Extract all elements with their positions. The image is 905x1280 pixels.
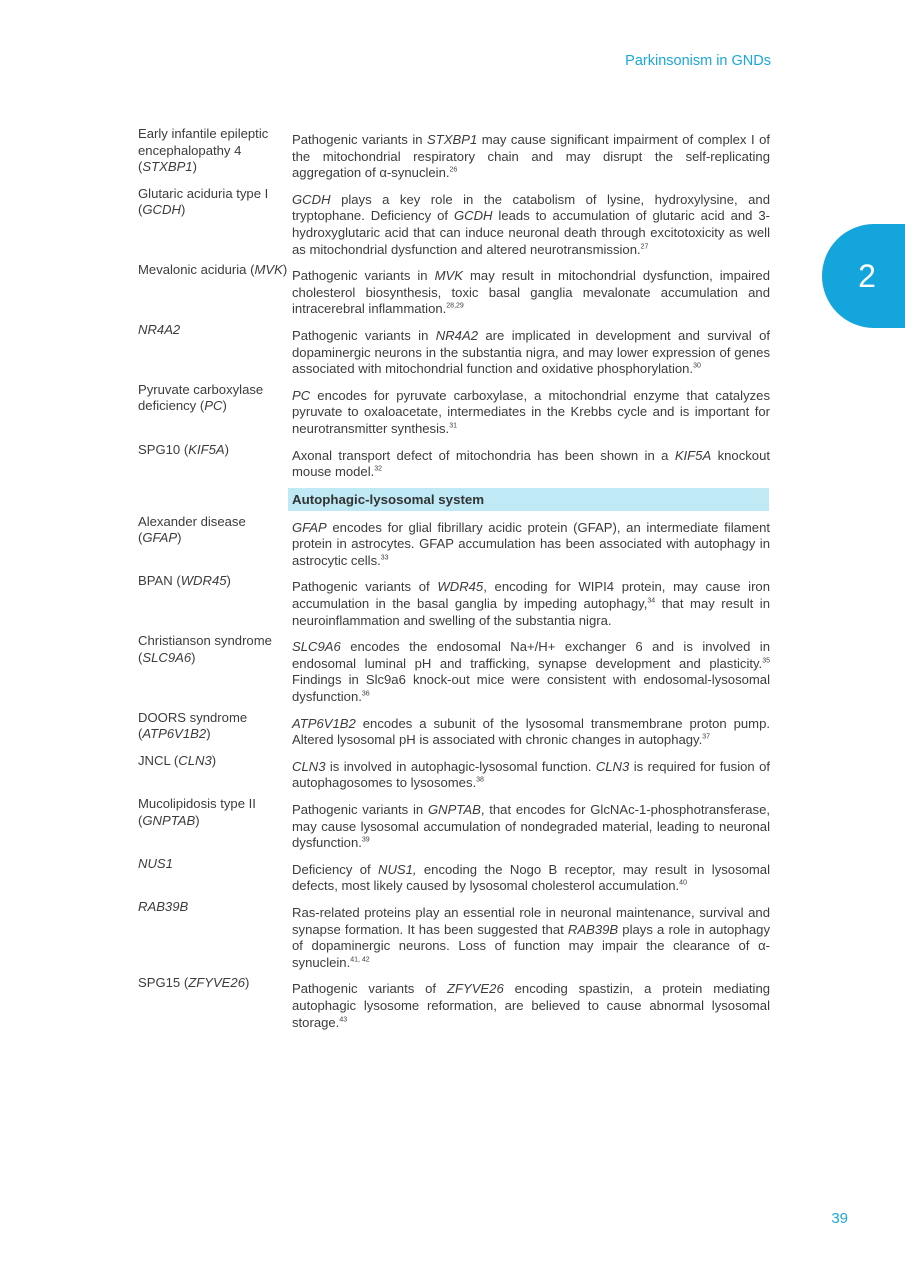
disorder-label: SPG10 ( <box>138 441 189 457</box>
disorder-name <box>138 975 288 1031</box>
mechanism-text <box>292 796 770 852</box>
gene-symbol: MVK <box>254 262 283 278</box>
disorder-label: Early infantile epileptic encephalopathy 4 ( <box>138 126 269 175</box>
mechanism-text <box>292 633 770 705</box>
page-number: 39 <box>831 1210 848 1227</box>
text-segment: leads to accumulation of glutaric acid and 3-hydroxyglutaric acid that can induce neuronal death through excitotoxicity as well as mitochondrial dysfunction and altered neurotransmission. <box>292 208 770 257</box>
gene-symbol: SLC9A6 <box>292 639 341 655</box>
gene-symbol: RAB39B <box>567 921 619 937</box>
table-row <box>138 382 771 438</box>
disorder-label-suffix: ) <box>195 812 200 828</box>
mechanism-text <box>292 899 770 971</box>
mechanism-text <box>292 856 770 895</box>
mechanism-text <box>292 975 770 1031</box>
disorder-label-suffix: ) <box>177 530 182 546</box>
disorder-label-suffix: ) <box>211 752 217 768</box>
mechanism-text <box>292 382 770 438</box>
gene-symbol: GCDH <box>292 191 331 207</box>
text-segment: encodes a subunit of the lysosomal transmembrane proton pump. Altered lysosomal pH is associated with chronic changes in autophagy. <box>292 715 770 748</box>
disorder-label-suffix: ) <box>282 262 288 278</box>
text-segment: Pathogenic variants in <box>292 327 436 343</box>
disorder-label-suffix: ) <box>192 159 197 175</box>
disorder-name <box>138 633 288 705</box>
text-segment: that may result in neuroinflammation and swelling of the substantia nigra. <box>292 596 770 628</box>
text-segment: Pathogenic variants of <box>292 981 447 997</box>
disorder-label: SPG15 ( <box>138 975 189 991</box>
gene-symbol: SLC9A6 <box>142 649 192 665</box>
text-segment: Deficiency of <box>292 861 378 877</box>
gene-symbol: GNPTAB <box>142 812 196 828</box>
reference-citation: 26 <box>449 166 458 174</box>
text-segment: is required for fusion of autophagosomes to lysosomes. <box>292 758 771 791</box>
gene-symbol: GFAP <box>292 519 327 535</box>
reference-citation: 41, 42 <box>350 956 370 964</box>
disorder-name <box>138 186 288 258</box>
text-segment: , encoding for WIPI4 protein, may cause iron accumulation in the basal ganglia by impeding autophagy, <box>292 579 770 612</box>
section-heading: Autophagic-lysosomal system <box>288 488 769 511</box>
disorder-label: DOORS syndrome ( <box>138 709 248 742</box>
gene-symbol: NR4A2 <box>435 327 478 343</box>
text-segment: knockout mouse model. <box>292 447 771 480</box>
reference-citation: 35 <box>762 657 770 665</box>
reference-citation: 40 <box>679 880 687 888</box>
disorder-name <box>138 514 288 570</box>
text-segment: may result in mitochondrial dysfunction, impaired cholesterol biosynthesis, toxic basal ganglia mevalonate accumulation and intracerebral inflammation. <box>292 268 770 317</box>
reference-citation: 36 <box>361 690 370 698</box>
disorder-name <box>138 856 288 895</box>
text-segment: is involved in autophagic-lysosomal function. <box>325 758 596 774</box>
mechanism-text <box>292 126 770 182</box>
text-segment: encodes for pyruvate carboxylase, a mitochondrial enzyme that catalyzes pyruvate to oxaloacetate, intermediates in the Krebbs cycle and is important for neurotransmitter synthesis. <box>292 387 770 436</box>
disorder-label-suffix: ) <box>224 441 229 457</box>
mechanism-text <box>292 710 770 749</box>
disorder-label: BPAN ( <box>138 573 181 589</box>
text-segment: Findings in Slc9a6 knock-out mice were consistent with endosomal-lysosomal dysfunction. <box>292 672 770 705</box>
disorder-name <box>138 710 288 749</box>
running-title: Parkinsonism in GNDs <box>625 53 771 69</box>
gene-symbol: GCDH <box>142 202 181 218</box>
gene-symbol: NR4A2 <box>138 321 181 337</box>
disorder-label: Christianson syndrome ( <box>138 633 272 665</box>
disorder-label-suffix: ) <box>191 649 196 665</box>
table-row <box>138 899 771 971</box>
gene-symbol: GCDH <box>453 208 493 224</box>
table-row <box>138 710 771 749</box>
disorder-name <box>138 126 288 182</box>
disorder-name <box>138 442 288 481</box>
gene-symbol: GNPTAB <box>427 802 481 817</box>
text-segment: may cause significant impairment of complex I of the mitochondrial respiratory chain and may disrupt the self-replicating aggregation of α-synuclein. <box>292 132 770 181</box>
disorder-label-suffix: ) <box>180 202 186 218</box>
disorder-name <box>138 796 288 852</box>
reference-citation: 32 <box>374 465 383 473</box>
mechanism-text <box>292 573 770 629</box>
gene-symbol: PC <box>292 387 311 403</box>
mechanism-text <box>292 753 770 792</box>
disorder-label: Alexander disease ( <box>138 513 246 546</box>
chapter-tab <box>822 224 905 328</box>
disorder-label-suffix: ) <box>244 975 250 991</box>
disorder-label: Mevalonic aciduria ( <box>138 262 255 278</box>
text-segment: Pathogenic variants in <box>292 802 428 817</box>
text-segment: plays a role in autophagy of dopaminergic neurons. Loss of function may impair the clearance of α-synuclein. <box>292 921 770 970</box>
table-row <box>138 514 771 570</box>
disorder-name <box>138 262 288 318</box>
text-segment: plays a key role in the catabolism of lysine, hydroxylysine, and tryptophane. Deficiency of <box>292 191 770 224</box>
text-segment: Pathogenic variants in <box>292 132 428 147</box>
table-row <box>138 322 771 378</box>
table-row <box>138 186 771 258</box>
text-segment: Ras-related proteins play an essential role in neuronal maintenance, survival and synapse formation. It has been suggested that <box>292 904 770 937</box>
chapter-number: 2 <box>858 258 876 294</box>
mechanism-text <box>292 186 770 258</box>
gene-symbol: ZFYVE26 <box>188 975 245 991</box>
gene-symbol: RAB39B <box>138 898 189 914</box>
table-row <box>138 262 771 318</box>
gene-symbol: CLN3 <box>178 752 212 768</box>
mitochondrial-rows <box>138 126 771 481</box>
disorder-label-suffix: ) <box>222 398 227 414</box>
disorder-label: Mucolipidosis type II ( <box>138 796 256 828</box>
disorder-label-suffix: ) <box>206 726 211 742</box>
table-row <box>138 633 771 705</box>
gene-symbol: WDR45 <box>180 573 227 589</box>
disorder-name <box>138 899 288 971</box>
section-row <box>138 488 771 511</box>
reference-citation: 33 <box>380 554 389 562</box>
gene-symbol: ATP6V1B2 <box>292 715 356 731</box>
gene-symbol: NUS1, <box>377 861 417 877</box>
gene-symbol: PC <box>204 398 223 414</box>
text-segment: encodes the endosomal Na+/H+ exchanger 6 and is involved in endosomal luminal pH and trafficking, synapse development and plasticity. <box>292 639 770 671</box>
text-segment: , that encodes for GlcNAc-1-phosphotransferase, may cause lysosomal accumulation of nondegraded material, leading to neuronal dysfunction. <box>292 802 770 851</box>
text-segment: encoding the Nogo B receptor, may result in lysosomal defects, most likely caused by lysosomal cholesterol accumulation. <box>292 861 770 894</box>
gene-symbol: NUS1 <box>138 855 173 871</box>
gene-symbol: KIF5A <box>188 441 225 457</box>
text-segment: Pathogenic variants of <box>292 579 438 595</box>
reference-citation: 37 <box>702 733 711 741</box>
disorder-label-suffix: ) <box>226 573 231 589</box>
gene-symbol: STXBP1 <box>427 132 478 147</box>
text-segment: Pathogenic variants in <box>292 268 435 284</box>
gene-symbol: ZFYVE26 <box>446 981 504 997</box>
gene-symbol: GFAP <box>142 530 178 546</box>
table-row <box>138 975 771 1031</box>
lysosomal-rows <box>138 514 771 1031</box>
gene-symbol: MVK <box>434 268 463 284</box>
disorder-name <box>138 322 288 378</box>
gene-symbol: STXBP1 <box>142 159 193 175</box>
table-row <box>138 796 771 852</box>
mechanism-text <box>292 442 770 481</box>
text-segment: are implicated in development and survival of dopaminergic neurons in the substantia nigra, and may lower expression of genes associated with mitochondrial function and oxidative phosphorylation. <box>292 327 770 377</box>
disorder-table <box>138 126 771 1035</box>
disorder-name <box>138 573 288 629</box>
text-segment: Axonal transport defect of mitochondria has been shown in a <box>292 447 675 463</box>
disorder-name <box>138 382 288 438</box>
gene-symbol: CLN3 <box>595 758 630 774</box>
disorder-label: Pyruvate carboxylase deficiency ( <box>138 381 264 414</box>
mechanism-text <box>292 322 770 378</box>
table-row <box>138 856 771 895</box>
reference-citation: 28,29 <box>446 302 464 310</box>
table-row <box>138 753 771 792</box>
gene-symbol: CLN3 <box>292 758 326 774</box>
gene-symbol: WDR45 <box>437 579 484 595</box>
disorder-name <box>138 753 288 792</box>
reference-citation: 34 <box>647 597 656 605</box>
reference-citation: 31 <box>449 422 457 430</box>
table-row <box>138 126 771 182</box>
text-segment: encodes for glial fibrillary acidic protein (GFAP), an intermediate filament protein in astrocytes. GFAP accumulation has been associated with autophagy in astrocytic cells. <box>292 519 770 568</box>
reference-citation: 43 <box>339 1016 348 1024</box>
reference-citation: 39 <box>361 836 370 844</box>
table-row <box>138 442 771 481</box>
disorder-label: Glutaric aciduria type I ( <box>138 185 269 218</box>
gene-symbol: ATP6V1B2 <box>142 726 207 742</box>
text-segment: encoding spastizin, a protein mediating autophagic lysosome reformation, are believed to cause abnormal lysosomal storage. <box>292 981 771 1030</box>
mechanism-text <box>292 514 770 570</box>
table-row <box>138 573 771 629</box>
mechanism-text <box>292 262 770 318</box>
reference-citation: 30 <box>693 362 701 370</box>
reference-citation: 27 <box>640 243 649 251</box>
gene-symbol: KIF5A <box>674 447 712 463</box>
disorder-label: JNCL ( <box>138 752 179 768</box>
reference-citation: 38 <box>476 777 484 785</box>
